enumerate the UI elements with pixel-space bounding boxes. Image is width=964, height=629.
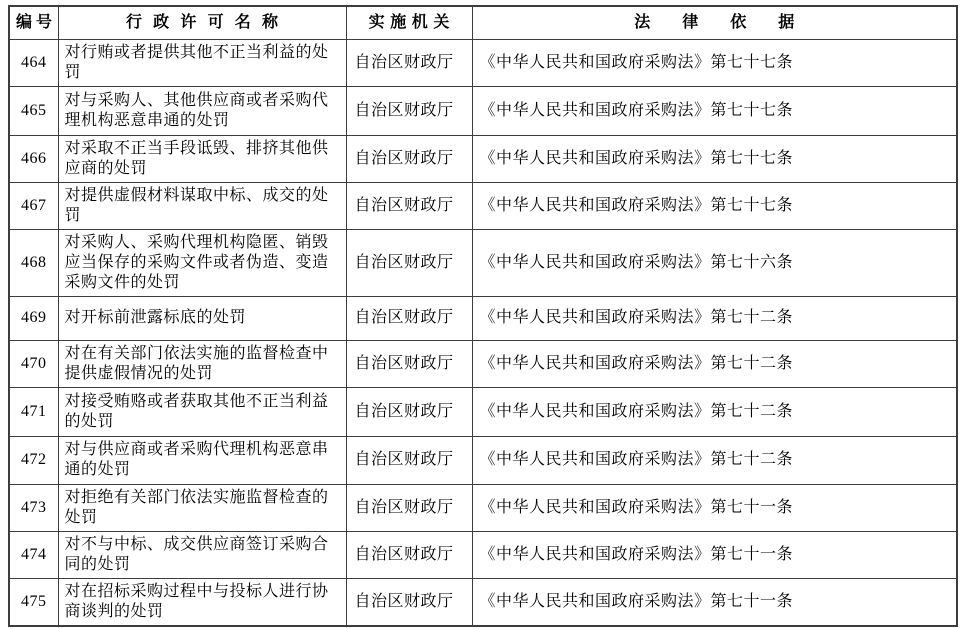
- table-row: [9, 86, 957, 135]
- cell-implementing-agency: 自治区财政厅: [346, 229, 472, 296]
- table-row: [9, 229, 957, 296]
- cell-legal-basis: 《中华人民共和国政府采购法》第七十二条: [472, 387, 957, 436]
- cell-legal-basis: 《中华人民共和国政府采购法》第七十二条: [472, 436, 957, 484]
- cell-implementing-agency: 自治区财政厅: [346, 182, 472, 229]
- table-row: [9, 296, 957, 340]
- cell-permit-name: 对行贿或者提供其他不正当利益的处罚: [58, 39, 346, 86]
- col-header-name: [58, 6, 346, 39]
- table-row: [9, 39, 957, 86]
- cell-permit-name: 对不与中标、成交供应商签订采购合同的处罚: [58, 531, 346, 578]
- cell-permit-number: 467: [9, 182, 58, 229]
- table-row: [9, 182, 957, 229]
- cell-legal-basis: 《中华人民共和国政府采购法》第七十一条: [472, 484, 957, 531]
- cell-permit-number: 464: [9, 39, 58, 86]
- cell-implementing-agency: 自治区财政厅: [346, 135, 472, 182]
- table-row: [9, 340, 957, 387]
- cell-legal-basis: 《中华人民共和国政府采购法》第七十七条: [472, 39, 957, 86]
- cell-implementing-agency: 自治区财政厅: [346, 387, 472, 436]
- cell-permit-name: 对在有关部门依法实施的监督检查中提供虚假情况的处罚: [58, 340, 346, 387]
- cell-permit-name: 对接受贿赂或者获取其他不正当利益的处罚: [58, 387, 346, 436]
- col-header-basis: [472, 6, 957, 39]
- cell-legal-basis: 《中华人民共和国政府采购法》第七十二条: [472, 340, 957, 387]
- cell-permit-number: 468: [9, 229, 58, 296]
- cell-permit-name: 对采购人、采购代理机构隐匿、销毁应当保存的采购文件或者伪造、变造采购文件的处罚: [58, 229, 346, 296]
- cell-legal-basis: 《中华人民共和国政府采购法》第七十七条: [472, 135, 957, 182]
- col-header-name-label: 行政许可名称: [125, 13, 290, 31]
- cell-permit-number: 475: [9, 578, 58, 626]
- col-header-id: [9, 6, 58, 39]
- cell-legal-basis: 《中华人民共和国政府采购法》第七十二条: [472, 296, 957, 340]
- permits-table: [8, 5, 958, 627]
- cell-permit-name: 对在招标采购过程中与投标人进行协商谈判的处罚: [58, 578, 346, 626]
- col-header-basis-label: 法律依据: [634, 13, 827, 31]
- table-header-row: [9, 6, 957, 39]
- cell-legal-basis: 《中华人民共和国政府采购法》第七十七条: [472, 86, 957, 135]
- table-body: [9, 39, 957, 626]
- cell-legal-basis: 《中华人民共和国政府采购法》第七十七条: [472, 182, 957, 229]
- cell-permit-number: 474: [9, 531, 58, 578]
- cell-permit-name: 对与供应商或者采购代理机构恶意串通的处罚: [58, 436, 346, 484]
- cell-permit-name: 对开标前泄露标底的处罚: [58, 296, 346, 340]
- cell-implementing-agency: 自治区财政厅: [346, 86, 472, 135]
- cell-permit-name: 对与采购人、其他供应商或者采购代理机构恶意串通的处罚: [58, 86, 346, 135]
- cell-permit-name: 对采取不正当手段诋毁、排挤其他供应商的处罚: [58, 135, 346, 182]
- cell-implementing-agency: 自治区财政厅: [346, 39, 472, 86]
- cell-permit-name: 对提供虚假材料谋取中标、成交的处罚: [58, 182, 346, 229]
- cell-implementing-agency: 自治区财政厅: [346, 436, 472, 484]
- cell-permit-number: 473: [9, 484, 58, 531]
- col-header-agency: [346, 6, 472, 39]
- col-header-id-label: 编号: [16, 13, 57, 31]
- cell-implementing-agency: 自治区财政厅: [346, 340, 472, 387]
- table-row: [9, 484, 957, 531]
- cell-permit-number: 465: [9, 86, 58, 135]
- cell-implementing-agency: 自治区财政厅: [346, 296, 472, 340]
- table-row: [9, 387, 957, 436]
- col-header-agency-label: 实施机关: [368, 13, 455, 31]
- cell-permit-number: 470: [9, 340, 58, 387]
- cell-permit-name: 对拒绝有关部门依法实施监督检查的处罚: [58, 484, 346, 531]
- table-row: [9, 531, 957, 578]
- cell-legal-basis: 《中华人民共和国政府采购法》第七十一条: [472, 578, 957, 626]
- table-row: [9, 436, 957, 484]
- cell-implementing-agency: 自治区财政厅: [346, 531, 472, 578]
- cell-permit-number: 471: [9, 387, 58, 436]
- cell-permit-number: 472: [9, 436, 58, 484]
- cell-implementing-agency: 自治区财政厅: [346, 484, 472, 531]
- cell-implementing-agency: 自治区财政厅: [346, 578, 472, 626]
- cell-permit-number: 466: [9, 135, 58, 182]
- cell-permit-number: 469: [9, 296, 58, 340]
- table-row: [9, 578, 957, 626]
- table-row: [9, 135, 957, 182]
- cell-legal-basis: 《中华人民共和国政府采购法》第七十一条: [472, 531, 957, 578]
- cell-legal-basis: 《中华人民共和国政府采购法》第七十六条: [472, 229, 957, 296]
